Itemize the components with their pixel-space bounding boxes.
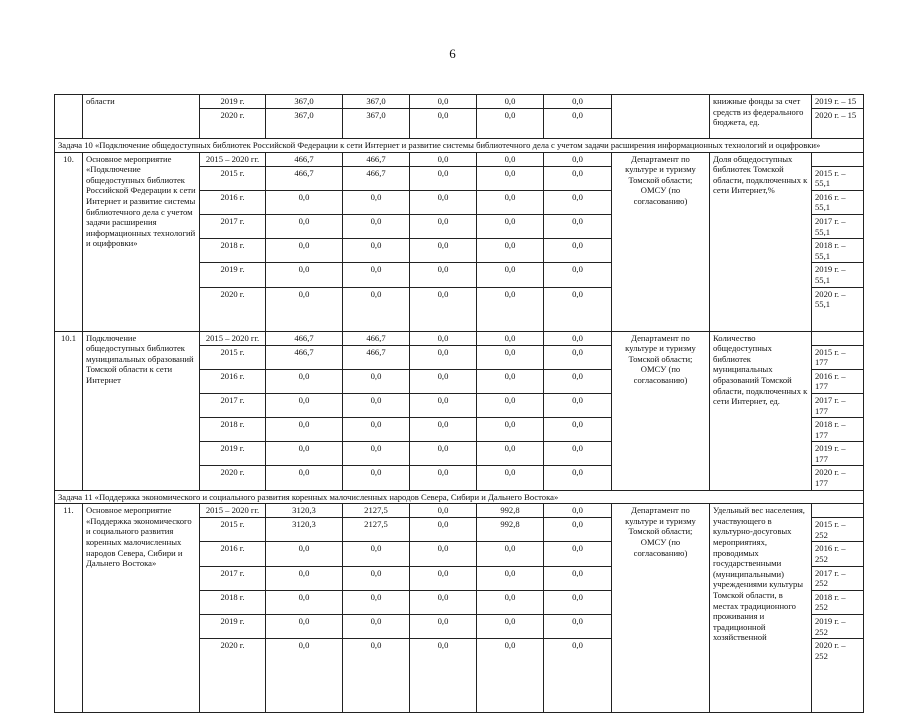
value-cell: 0,0 [266,393,343,417]
target-cell [812,152,864,166]
value-cell: 466,7 [343,331,410,345]
value-cell: 0,0 [410,518,477,542]
value-cell: 0,0 [477,109,544,139]
value-cell: 0,0 [477,615,544,639]
value-cell: 367,0 [266,95,343,109]
value-cell: 466,7 [266,166,343,190]
value-cell: 0,0 [343,214,410,238]
value-cell: 466,7 [343,152,410,166]
target-cell: 2015 г. – 252 [812,518,864,542]
value-cell: 0,0 [266,418,343,442]
value-cell: 0,0 [544,566,612,590]
measure-cell: Основное мероприятие «Поддержка экономического и социального развития коренных малочисленных народов Севера, Сибири и Дальнего Востока» [83,504,200,713]
measure-cell: Подключение общедоступных библиотек муниципальных образований Томской области к сети Интернет [83,331,200,490]
value-cell: 0,0 [410,442,477,466]
year-cell: 2015 – 2020 гг. [200,504,266,518]
value-cell: 0,0 [410,566,477,590]
value-cell: 3120,3 [266,504,343,518]
value-cell: 0,0 [410,418,477,442]
value-cell: 0,0 [410,95,477,109]
target-cell: 2020 г. – 252 [812,639,864,713]
value-cell: 0,0 [477,466,544,490]
value-cell: 0,0 [544,95,612,109]
value-cell: 0,0 [544,345,612,369]
value-cell: 0,0 [410,109,477,139]
value-cell: 0,0 [343,590,410,614]
task-11-title: Задача 11 «Поддержка экономического и социального развития коренных малочисленных народов Севера, Сибири и Дальнего Востока» [55,490,864,504]
target-cell: 2016 г. – 252 [812,542,864,566]
value-cell: 0,0 [410,639,477,713]
measure-cell: области [83,95,200,139]
value-cell: 0,0 [343,239,410,263]
value-cell: 0,0 [477,442,544,466]
target-cell: 2015 г. – 177 [812,345,864,369]
target-cell: 2019 г. – 15 [812,95,864,109]
value-cell: 0,0 [410,369,477,393]
executor-cell: Департамент по культуре и туризму Томской области; ОМСУ (по согласованию) [612,504,710,713]
value-cell: 0,0 [477,542,544,566]
value-cell: 0,0 [266,442,343,466]
value-cell: 0,0 [477,287,544,331]
value-cell: 0,0 [477,590,544,614]
year-cell: 2017 г. [200,214,266,238]
target-cell: 2016 г. – 55,1 [812,190,864,214]
value-cell: 0,0 [477,214,544,238]
value-cell: 0,0 [477,166,544,190]
year-cell: 2016 г. [200,369,266,393]
target-cell: 2019 г. – 55,1 [812,263,864,287]
value-cell: 0,0 [477,239,544,263]
year-cell: 2019 г. [200,442,266,466]
year-cell: 2015 – 2020 гг. [200,331,266,345]
year-cell: 2020 г. [200,109,266,139]
value-cell: 0,0 [410,287,477,331]
value-cell: 0,0 [544,214,612,238]
value-cell: 0,0 [343,418,410,442]
value-cell: 0,0 [343,393,410,417]
value-cell: 0,0 [266,263,343,287]
target-cell: 2020 г. – 15 [812,109,864,139]
indicator-cell: книжные фонды за счет средств из федерального бюджета, ед. [710,95,812,139]
value-cell: 0,0 [544,109,612,139]
table-row [55,331,864,345]
value-cell: 0,0 [544,263,612,287]
row-number-cell: 10. [55,152,83,331]
value-cell: 0,0 [410,239,477,263]
year-cell: 2017 г. [200,566,266,590]
year-cell: 2016 г. [200,190,266,214]
table-row [55,152,864,166]
value-cell: 0,0 [544,239,612,263]
value-cell: 466,7 [266,152,343,166]
value-cell: 0,0 [544,369,612,393]
value-cell: 0,0 [410,542,477,566]
year-cell: 2015 г. [200,345,266,369]
year-cell: 2018 г. [200,239,266,263]
year-cell: 2016 г. [200,542,266,566]
value-cell: 466,7 [343,345,410,369]
indicator-cell: Удельный вес населения, участвующего в культурно-досуговых мероприятиях, проводимых государственными (муниципальными) учреждениями культуры Томской области, в местах традиционного проживания и традиционной хозяйственной [710,504,812,713]
value-cell: 0,0 [266,615,343,639]
value-cell: 0,0 [544,152,612,166]
value-cell: 0,0 [544,190,612,214]
value-cell: 0,0 [266,590,343,614]
value-cell: 2127,5 [343,518,410,542]
value-cell: 0,0 [343,287,410,331]
value-cell: 0,0 [343,442,410,466]
target-cell: 2018 г. – 177 [812,418,864,442]
value-cell: 367,0 [343,109,410,139]
value-cell: 0,0 [343,615,410,639]
value-cell: 0,0 [544,418,612,442]
year-cell: 2018 г. [200,418,266,442]
target-cell: 2015 г. – 55,1 [812,166,864,190]
value-cell: 0,0 [544,393,612,417]
value-cell: 0,0 [477,369,544,393]
executor-cell [612,95,710,139]
value-cell: 0,0 [410,615,477,639]
value-cell: 0,0 [477,190,544,214]
value-cell: 367,0 [266,109,343,139]
value-cell: 992,8 [477,518,544,542]
value-cell: 0,0 [266,639,343,713]
target-cell: 2018 г. – 55,1 [812,239,864,263]
value-cell: 0,0 [410,152,477,166]
program-table [54,94,864,713]
value-cell: 0,0 [266,566,343,590]
value-cell: 0,0 [410,190,477,214]
year-cell: 2017 г. [200,393,266,417]
executor-cell: Департамент по культуре и туризму Томской области; ОМСУ (по согласованию) [612,331,710,490]
value-cell: 0,0 [266,214,343,238]
target-cell: 2020 г. – 177 [812,466,864,490]
value-cell: 466,7 [343,166,410,190]
target-cell: 2017 г. – 177 [812,393,864,417]
value-cell: 0,0 [343,566,410,590]
value-cell: 466,7 [266,345,343,369]
value-cell: 0,0 [477,566,544,590]
value-cell: 0,0 [266,542,343,566]
value-cell: 0,0 [343,190,410,214]
value-cell: 992,8 [477,504,544,518]
target-cell: 2019 г. – 177 [812,442,864,466]
value-cell: 0,0 [544,466,612,490]
value-cell: 0,0 [266,369,343,393]
executor-cell: Департамент по культуре и туризму Томской области; ОМСУ (по согласованию) [612,152,710,331]
target-cell [812,504,864,518]
value-cell: 0,0 [544,590,612,614]
value-cell: 0,0 [410,345,477,369]
page-number: 6 [449,46,456,61]
year-cell: 2018 г. [200,590,266,614]
target-cell: 2017 г. – 55,1 [812,214,864,238]
measure-cell: Основное мероприятие «Подключение общедоступных библиотек Российской Федерации к сети Интернет и развитие системы библиотечного дела с учетом задачи расширения информационных технологий и оцифровки» [83,152,200,331]
year-cell: 2019 г. [200,263,266,287]
task-10-title: Задача 10 «Подключение общедоступных библиотек Российской Федерации к сети Интернет и развитие системы библиотечного дела с учетом задачи расширения информационных технологий и оцифровки» [55,139,864,153]
value-cell: 0,0 [410,504,477,518]
value-cell: 0,0 [410,393,477,417]
value-cell: 0,0 [477,95,544,109]
row-number-cell: 10.1 [55,331,83,490]
value-cell: 0,0 [410,466,477,490]
value-cell: 0,0 [544,504,612,518]
value-cell: 0,0 [477,331,544,345]
target-cell: 2019 г. – 252 [812,615,864,639]
value-cell: 0,0 [266,239,343,263]
value-cell: 0,0 [477,418,544,442]
value-cell: 0,0 [477,263,544,287]
row-number-cell: 11. [55,504,83,713]
value-cell: 0,0 [477,345,544,369]
year-cell: 2019 г. [200,615,266,639]
value-cell: 0,0 [544,331,612,345]
value-cell: 0,0 [343,542,410,566]
year-cell: 2019 г. [200,95,266,109]
year-cell: 2020 г. [200,639,266,713]
value-cell: 0,0 [544,615,612,639]
value-cell: 0,0 [544,287,612,331]
value-cell: 0,0 [343,263,410,287]
target-cell: 2020 г. – 55,1 [812,287,864,331]
year-cell: 2020 г. [200,287,266,331]
table-row [55,95,864,109]
value-cell: 2127,5 [343,504,410,518]
target-cell: 2018 г. – 252 [812,590,864,614]
indicator-cell: Количество общедоступных библиотек муниципальных образований Томской области, подключенных к сети Интернет, ед. [710,331,812,490]
target-cell [812,331,864,345]
task-title-row [55,490,864,504]
value-cell: 0,0 [477,393,544,417]
value-cell: 0,0 [266,190,343,214]
value-cell: 0,0 [477,639,544,713]
value-cell: 0,0 [544,166,612,190]
table-row [55,504,864,518]
target-cell: 2017 г. – 252 [812,566,864,590]
value-cell: 0,0 [410,263,477,287]
target-cell: 2016 г. – 177 [812,369,864,393]
value-cell: 0,0 [544,442,612,466]
value-cell: 0,0 [410,214,477,238]
year-cell: 2015 г. [200,166,266,190]
value-cell: 0,0 [410,166,477,190]
value-cell: 0,0 [343,639,410,713]
value-cell: 0,0 [266,287,343,331]
value-cell: 0,0 [544,639,612,713]
value-cell: 466,7 [266,331,343,345]
value-cell: 0,0 [343,466,410,490]
row-number-cell [55,95,83,139]
value-cell: 0,0 [544,518,612,542]
value-cell: 3120,3 [266,518,343,542]
value-cell: 0,0 [343,369,410,393]
value-cell: 0,0 [544,542,612,566]
value-cell: 367,0 [343,95,410,109]
value-cell: 0,0 [266,466,343,490]
value-cell: 0,0 [477,152,544,166]
task-title-row [55,139,864,153]
year-cell: 2015 г. [200,518,266,542]
value-cell: 0,0 [410,331,477,345]
indicator-cell: Доля общедоступных библиотек Томской области, подключенных к сети Интернет,% [710,152,812,331]
year-cell: 2020 г. [200,466,266,490]
year-cell: 2015 – 2020 гг. [200,152,266,166]
value-cell: 0,0 [410,590,477,614]
